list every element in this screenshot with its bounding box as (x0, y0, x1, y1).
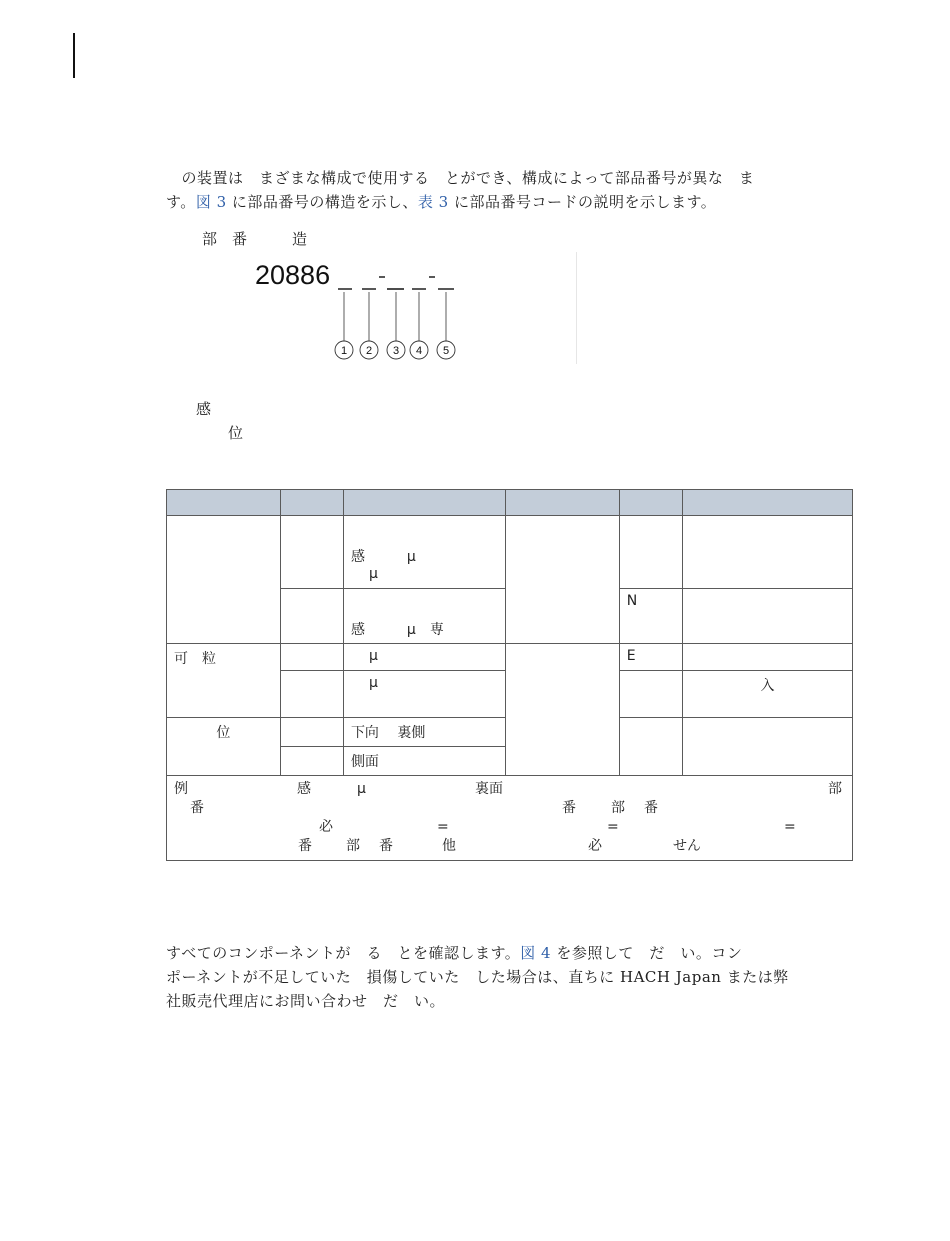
header-cell (682, 490, 852, 516)
example-text: = (607, 819, 619, 835)
table-cell (343, 718, 505, 747)
table-cell (280, 747, 343, 776)
callout-leaders (344, 292, 446, 341)
intro-text-c: に部品番号コードの説明を示します。 (448, 193, 717, 211)
table-cell (343, 516, 505, 589)
closing-text-b: を参照して だ い。コン (551, 944, 743, 962)
figure-4-link[interactable]: 図 4 (520, 944, 552, 962)
table-cell (682, 516, 852, 589)
intro-text-a: す。 (166, 193, 196, 211)
header-cell (505, 490, 619, 516)
header-cell (280, 490, 343, 516)
callout-label-4: 4 (415, 345, 423, 357)
table-3-link[interactable]: 表 3 (417, 193, 449, 211)
table-cell (619, 718, 682, 776)
example-text: 必 (588, 838, 602, 854)
table-row (167, 644, 853, 671)
example-text: 番 (190, 800, 204, 816)
table-cell (343, 747, 505, 776)
example-text: μ (357, 781, 366, 797)
table-cell (619, 671, 682, 718)
figure-caption: 部 番 造 (202, 230, 308, 248)
example-text: 番 (562, 800, 576, 816)
callout-label-3: 3 (392, 345, 400, 357)
callout-label-5: 5 (442, 345, 450, 357)
particle-size-1: μ (368, 648, 378, 664)
code-e: E (626, 648, 636, 664)
example-text: 例 (174, 781, 188, 797)
table-cell (505, 516, 619, 644)
closing-paragraph (166, 941, 856, 1013)
change-bar (73, 33, 75, 78)
table-cell (682, 671, 852, 718)
example-text: 部 (611, 800, 625, 816)
callout-label-1: 1 (340, 345, 348, 357)
example-text: 他 (442, 838, 456, 854)
example-line-2 (174, 799, 845, 818)
position-side: 側面 (350, 754, 379, 770)
example-text: 必 (319, 819, 333, 835)
position-label: 位 (216, 725, 231, 741)
closing-text-a: すべてのコンポーネントが る とを確認します。 (166, 944, 521, 962)
example-text: 番 (644, 800, 658, 816)
position-down-back: 下向 裏側 (350, 725, 426, 741)
particle-label: 可 粒 (174, 651, 216, 667)
intro-text-b: に部品番号の構造を示し、 (226, 193, 418, 211)
code-n: N (626, 593, 638, 609)
example-line-1 (174, 780, 845, 799)
closing-line-3: 社販売代理店にお問い合わせ だ い。 (166, 992, 446, 1010)
example-text: せん (673, 838, 701, 854)
example-note (167, 776, 853, 861)
example-text: = (437, 819, 449, 835)
table-cell (682, 718, 852, 776)
table-row (167, 516, 853, 589)
example-text: = (784, 819, 796, 835)
intro-paragraph (166, 166, 856, 214)
example-text: 部 (828, 781, 842, 797)
table-cell (280, 516, 343, 589)
header-cell (619, 490, 682, 516)
closing-line-1 (166, 941, 856, 965)
sensor-type-1: 感 μ (350, 549, 416, 565)
table-cell (280, 644, 343, 671)
table-cell (682, 589, 852, 644)
example-line-4 (174, 837, 845, 856)
note-line-2: 位 (228, 424, 244, 442)
table-cell (280, 589, 343, 644)
example-text: 裏面 (475, 781, 503, 797)
example-text: 番 (298, 838, 312, 854)
closing-line-2: ポーネントが不足していた 損傷していた した場合は、直ちに HACH Japan または弊 (166, 968, 789, 986)
table-cell (505, 644, 619, 776)
example-text: 番 (379, 838, 393, 854)
intro-line-1: の装置は まざまな構成で使用する とができ、構成によって部品番号が異な ま (166, 169, 755, 187)
note-line-1: 感 (196, 400, 212, 418)
input-label: 入 (760, 678, 775, 694)
table-cell (619, 644, 682, 671)
figure-3-link[interactable]: 図 3 (195, 193, 227, 211)
callout-label-2: 2 (365, 345, 373, 357)
header-cell (167, 490, 281, 516)
table-cell (167, 718, 281, 776)
table-cell (343, 671, 505, 718)
header-cell (343, 490, 505, 516)
example-text: 感 (297, 781, 311, 797)
table-cell (280, 718, 343, 747)
intro-line-2 (166, 190, 856, 214)
example-text: 部 (346, 838, 360, 854)
table-header-row (167, 490, 853, 516)
table-cell (167, 516, 281, 644)
part-number-table (166, 489, 853, 861)
example-line-3 (174, 818, 845, 837)
table-cell (167, 644, 281, 718)
table-cell (619, 589, 682, 644)
table-example-row (167, 776, 853, 861)
part-number-figure (176, 252, 577, 364)
particle-size-2: μ (368, 675, 378, 691)
sensor-type-2: 感 μ 専 (350, 622, 444, 638)
part-number-diagram (176, 252, 576, 364)
table-cell (682, 644, 852, 671)
part-number-prefix: 20886 (255, 260, 331, 290)
table-cell (343, 644, 505, 671)
table-cell (280, 671, 343, 718)
sensor-type-1-unit: μ (368, 566, 378, 582)
table-cell (343, 589, 505, 644)
table-cell (619, 516, 682, 589)
